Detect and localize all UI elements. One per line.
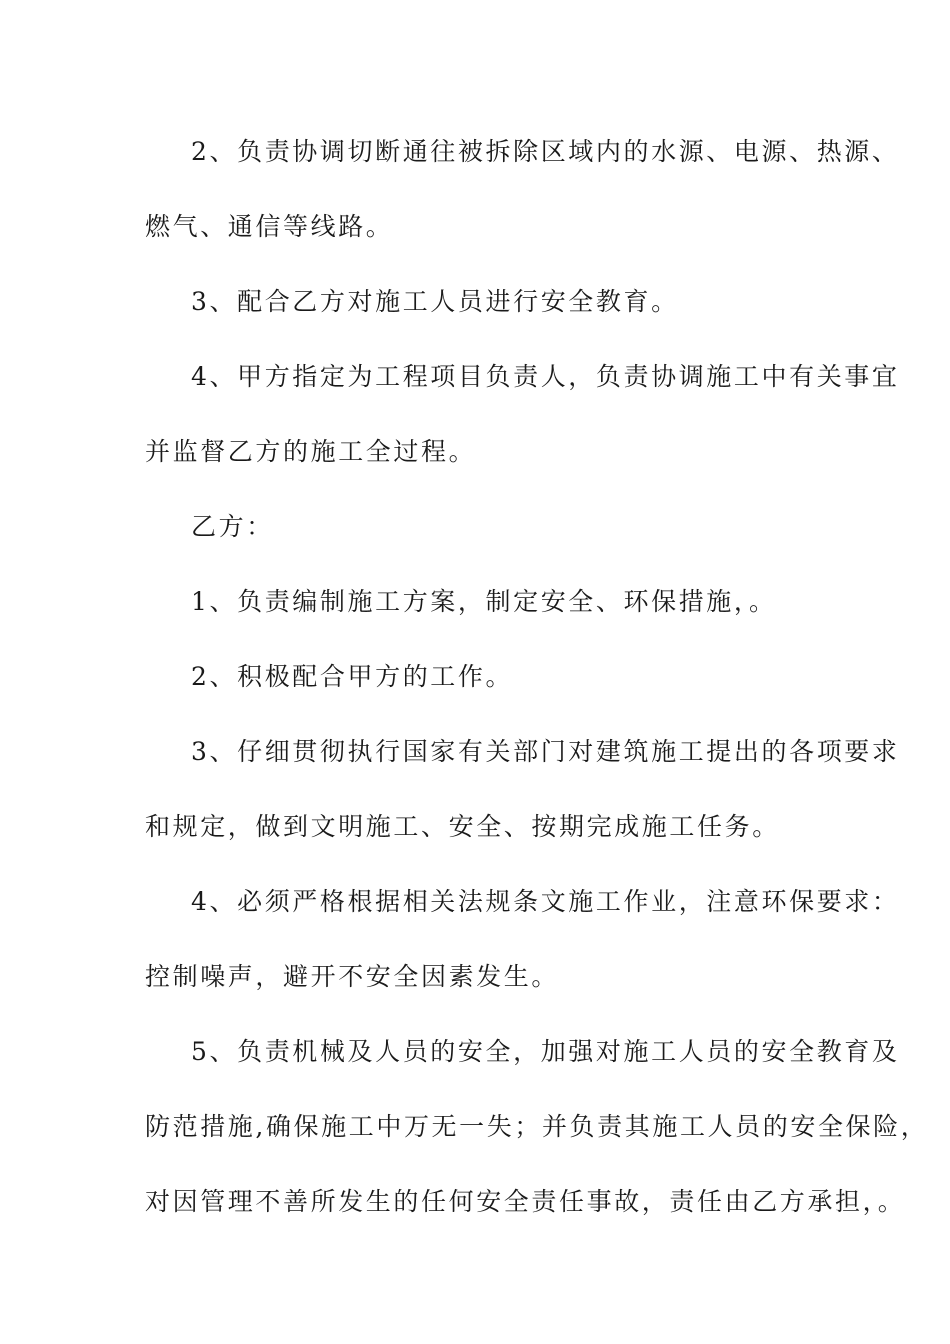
text-line-party-a-item-2-cont: 燃气、通信等线路。 <box>145 212 394 241</box>
text-line-party-b-item-3: 3、仔细贯彻执行国家有关部门对建筑施工提出的各项要求 <box>191 737 900 766</box>
text-line-party-a-item-4: 4、甲方指定为工程项目负责人，负责协调施工中有关事宜 <box>191 362 900 391</box>
text-line-party-b-item-1: 1、负责编制施工方案，制定安全、环保措施，。 <box>191 587 777 616</box>
text-line-party-b-item-2: 2、积极配合甲方的工作。 <box>191 662 514 691</box>
text-line-party-b-item-5-cont: 防范措施,确保施工中万无一失；并负责其施工人员的安全保险， <box>145 1112 929 1141</box>
section-heading-party-b: 乙方： <box>191 512 274 541</box>
text-line-party-a-item-4-cont: 并监督乙方的施工全过程。 <box>145 437 477 466</box>
text-line-party-b-item-3-cont: 和规定，做到文明施工、安全、按期完成施工任务。 <box>145 812 780 841</box>
text-line-party-b-item-4: 4、必须严格根据相关法规条文施工作业，注意环保要求： <box>191 887 900 916</box>
text-line-party-b-item-5-cont-2: 对因管理不善所发生的任何安全责任事故，责任由乙方承担，。 <box>145 1187 906 1216</box>
text-line-party-b-item-4-cont: 控制噪声，避开不安全因素发生。 <box>145 962 560 991</box>
text-line-party-b-item-5: 5、负责机械及人员的安全，加强对施工人员的安全教育及 <box>191 1037 900 1066</box>
text-line-party-a-item-3: 3、配合乙方对施工人员进行安全教育。 <box>191 287 679 316</box>
text-line-party-a-item-2: 2、负责协调切断通往被拆除区域内的水源、电源、热源、 <box>191 137 900 166</box>
